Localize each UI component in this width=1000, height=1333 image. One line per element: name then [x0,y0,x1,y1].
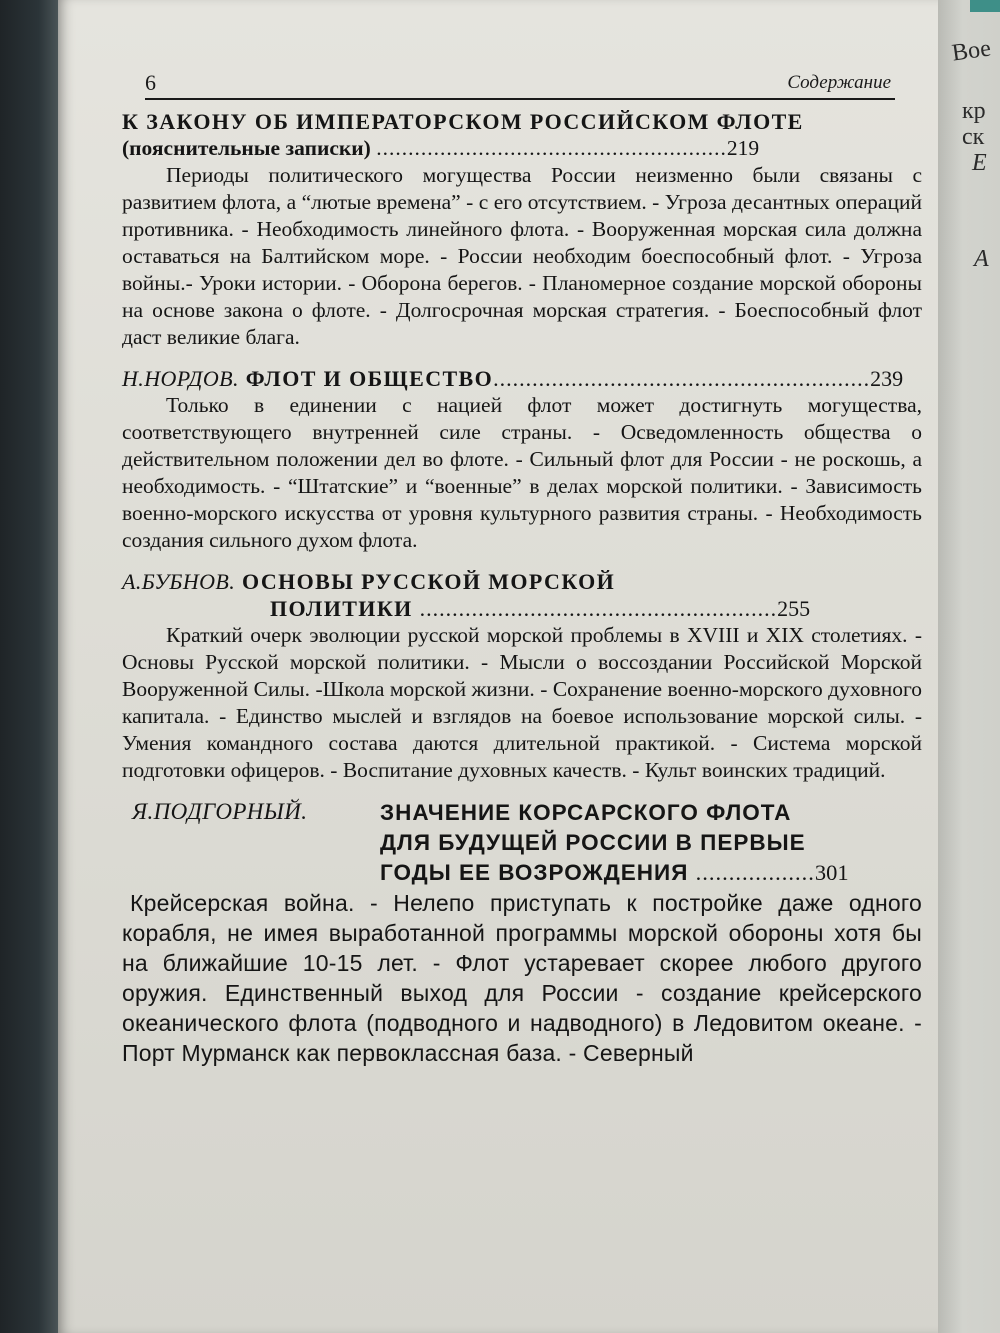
entry-summary: Крейсерская война. - Нелепо приступать к постройке даже одного корабля, не имея выработанной программы морской обороны хотя бы на ближайшие 10-15 лет. - Флот устаревает скорее любого другого оружия. Единственный выход для России - создание крейсерского океанического флота (подводного и надводного) в Ледовитом океане. - Порт Мурманск как первоклассная база. - Северный [122,890,922,1066]
entry-author: Я.ПОДГОРНЫЙ. [132,799,308,824]
leader-dots: .......................................................... [493,366,871,391]
entry-subtitle: (пояснительные записки) [122,136,371,160]
entry-title [122,365,922,392]
entry-summary: Краткий очерк эволюции русской морской проблемы в XVIII и XIX столетиях. - Основы Русской морской политики. - Мысли о воссоздании Российской Морской Вооруженной Силы. -Школа морской жизни. - Сохранение военно-морского духовного капитала. - Единство мыслей и взглядов на боевое использование морской силы. - Умения командного состава даются длительной практикой. - Система морской подготовки офицеров. - Воспитание духовных качеств. - Культ воинских традиций. [122,623,922,782]
table-of-contents [122,108,922,1082]
toc-entry [122,798,922,1068]
entry-title-text: ЗНАЧЕНИЕ КОРСАРСКОГО ФЛОТА [380,800,792,825]
entry-subtitle-line [122,135,922,162]
entry-summary: Периоды политического могущества России неизменно были связаны с развитием флота, а “лютые времена” - с его отсутствием. - Угроза десантных операций противника. - Необходимость линейного флота. - Вооруженная морская сила должна оставаться на Балтийском море. - России необходим боеспособный флот. - Угроза войны.- Уроки истории. - Оборона берегов. - Планомерное создание морской обороны на основе закона о флоте. - Долгосрочная морская стратегия. - Боеспособный флот даст великие блага. [122,163,922,349]
entry-title-text: ДЛЯ БУДУЩЕЙ РОССИИ В ПЕРВЫЕ [380,830,806,855]
entry-title-text: ГОДЫ ЕЕ ВОЗРОЖДЕНИЯ [380,860,689,885]
bookmark-ribbon [970,0,1000,12]
facing-page-fragment: кр [962,98,986,124]
entry-title [380,798,922,888]
entry-page-number: 219 [726,136,760,160]
facing-page-fragment: ск [962,124,985,150]
page-number: 6 [145,70,156,95]
facing-page-fragment: Вое [950,35,993,67]
entry-title-continued [122,595,922,622]
entry-title-text: ФЛОТ И ОБЩЕСТВО [245,366,494,391]
facing-page-fragment: Е [972,150,987,176]
toc-entry [122,365,922,554]
leader-dots: .................. [695,860,815,885]
entry-title-last-line [380,858,922,888]
facing-page-edge [938,0,1000,1333]
toc-entry [122,568,922,784]
entry-page-number: 255 [777,596,811,621]
entry-title-text: ОСНОВЫ РУССКОЙ МОРСКОЙ [242,569,616,594]
entry-summary: Только в единении с нацией флот может достигнуть могущества, соответствующего внутренней силе страны. - Осведомленность общества о действительном положении дел во флоте. - Сильный флот для России - не роскошь, а необходимость. - “Штатские” и “военные” в делах морской политики. - Зависимость военно-морского искусства от уровня культурного развития страны. - Необходимость создания сильного духом флота. [122,393,922,552]
entry-title-text: К ЗАКОНУ ОБ ИМПЕРАТОРСКОМ РОССИЙСКОМ ФЛОТЕ [122,109,804,134]
entry-title-text: ПОЛИТИКИ [270,596,413,621]
page-header [145,70,895,100]
entry-title [122,568,922,595]
entry-page-number: 239 [870,366,904,391]
toc-entry [122,108,922,351]
facing-page-fragment: А [974,246,989,272]
entry-title [122,108,922,135]
leader-dots: ....................................................... [419,596,778,621]
entry-author: А.БУБНОВ. [122,569,236,594]
entry-page-number: 301 [814,860,849,885]
running-title: Содержание [787,72,891,93]
entry-author: Н.НОРДОВ. [122,366,239,391]
leader-dots: ....................................................... [376,136,727,160]
